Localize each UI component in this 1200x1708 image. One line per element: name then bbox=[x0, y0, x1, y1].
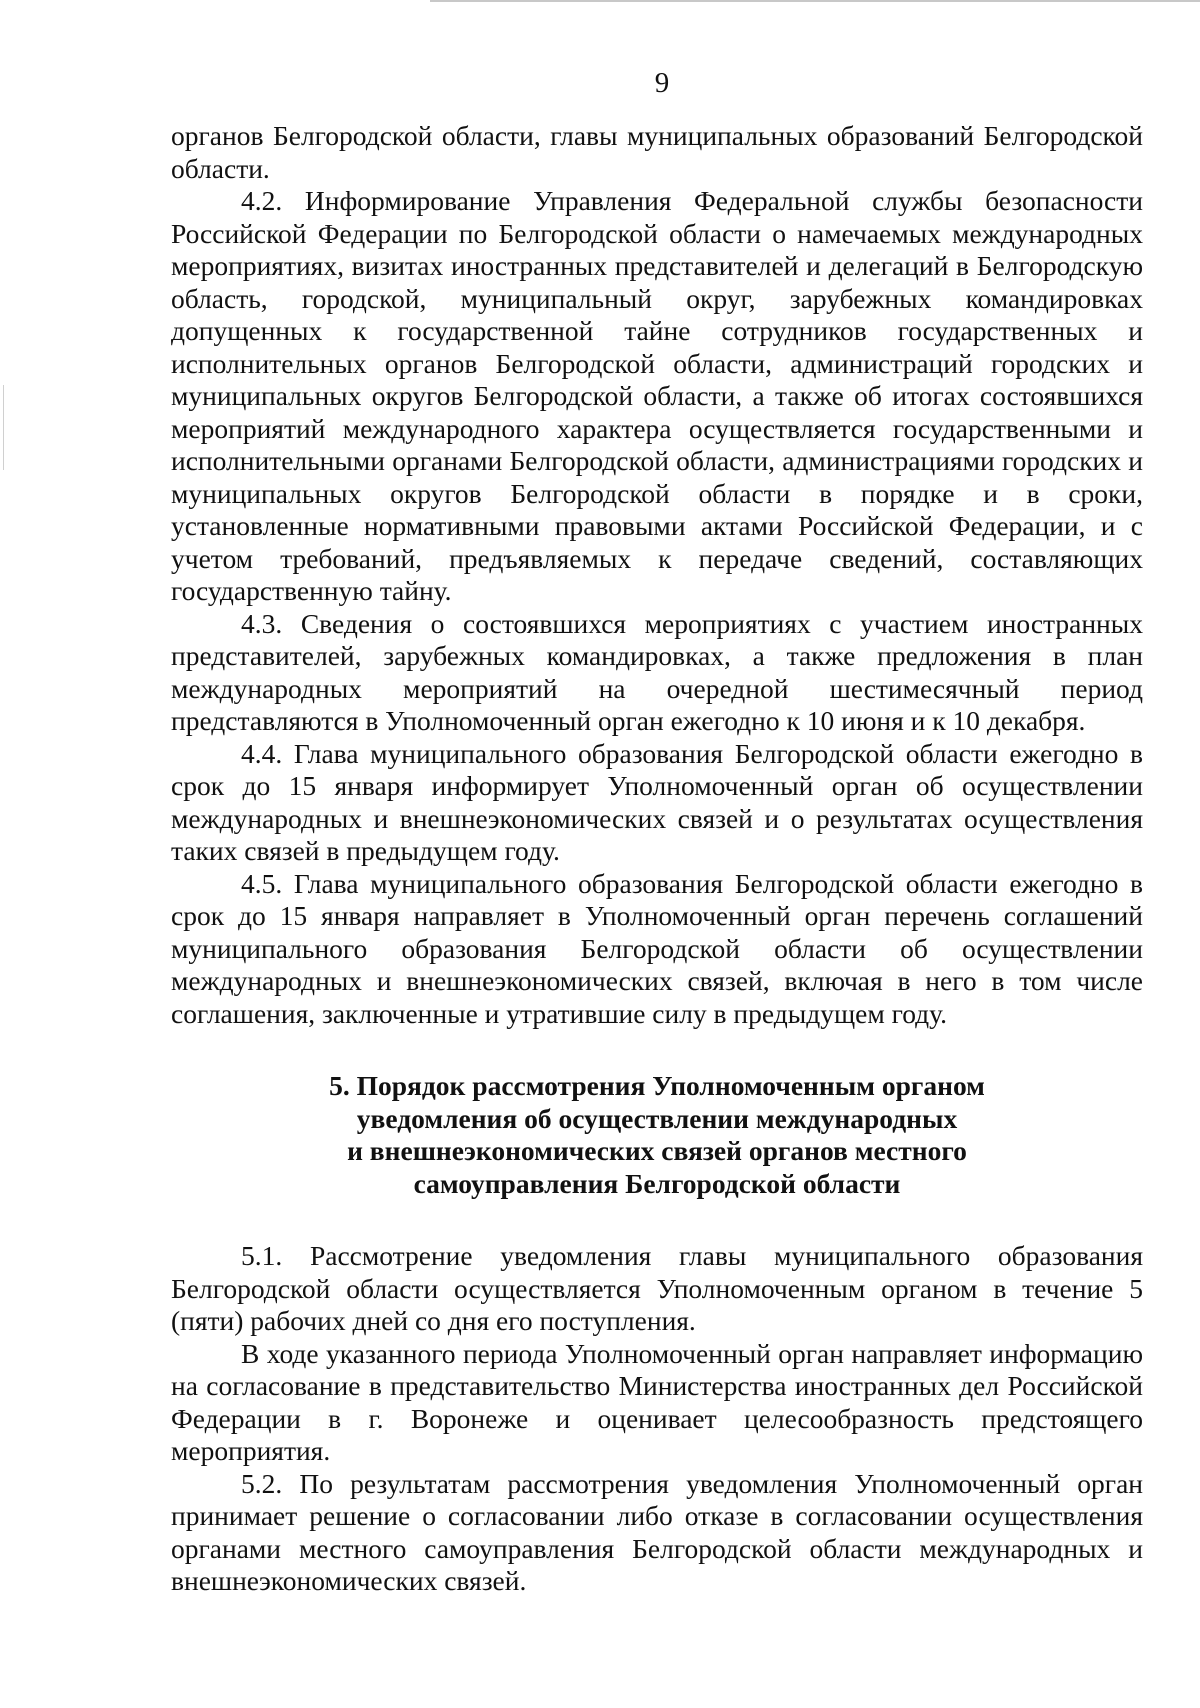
section-4-body bbox=[171, 120, 1143, 1030]
paragraph-5-2: 5.2. По результатам рассмотрения уведомления Уполномоченный орган принимает решение о согласовании либо отказе в согласовании осуществления органами местного самоуправления Белгородской области международных и внешнеэкономических связей. bbox=[171, 1467, 1143, 1596]
paragraph-5-1-continued: В ходе указанного периода Уполномоченный орган направляет информацию на согласование в представительство Министерства иностранных дел Российской Федерации в г. Воронеже и оценивает целесообразность предстоящего мероприятия. bbox=[171, 1337, 1143, 1466]
document-page bbox=[171, 58, 1143, 1598]
page-number: 9 bbox=[654, 67, 670, 99]
paragraph-4-2: 4.2. Информирование Управления Федеральной службы безопасности Российской Федерации по Белгородской области о намечаемых международных мероприятиях, визитах иностранных представителей и делегаций в Белгородскую область, городской, муниципальный округ, зарубежных командировках допущенных к государственной тайне сотрудников государственных и исполнительных органов Белгородской области, администраций городских и муниципальных округов Белгородской области, а также об итогах состоявшихся мероприятий международного характера осуществляется государственными и исполнительными органами Белгородской области, администрациями городских и муниципальных округов Белгородской области в порядке и в сроки, установленные нормативными правовыми актами Российской Федерации, и с учетом требований, предъявляемых к передаче сведений, составляющих государственную тайну. bbox=[171, 185, 1143, 606]
paragraph-5-1: 5.1. Рассмотрение уведомления главы муниципального образования Белгородской области осуществляется Уполномоченным органом в течение 5 (пяти) рабочих дней со дня его поступления. bbox=[171, 1240, 1143, 1336]
section-5-body bbox=[171, 1240, 1143, 1598]
paragraph-continuation: органов Белгородской области, главы муниципальных образований Белгородской области. bbox=[171, 120, 1143, 184]
heading-line: и внешнеэкономических связей органов местного bbox=[347, 1135, 967, 1166]
heading-line: самоуправления Белгородской области bbox=[413, 1167, 901, 1199]
scan-edge-line bbox=[430, 0, 1200, 2]
section-5-heading bbox=[171, 1070, 1143, 1200]
paragraph-4-4: 4.4. Глава муниципального образования Белгородской области ежегодно в срок до 15 января информирует Уполномоченный орган об осуществлении международных и внешнеэкономических связей и о результатах осуществления таких связей в предыдущем году. bbox=[171, 737, 1143, 866]
scan-margin-mark bbox=[3, 385, 4, 470]
paragraph-4-3: 4.3. Сведения о состоявшихся мероприятиях с участием иностранных представителей, зарубежных командировках, а также предложения в план международных мероприятий на очередной шестимесячный период представляются в Уполномоченный орган ежегодно к 10 июня и к 10 декабря. bbox=[171, 607, 1143, 736]
heading-line: уведомления об осуществлении международных bbox=[356, 1102, 958, 1134]
paragraph-4-5: 4.5. Глава муниципального образования Белгородской области ежегодно в срок до 15 января направляет в Уполномоченный орган перечень соглашений муниципального образования Белгородской области об осуществлении международных и внешнеэкономических связей, включая в него в том числе соглашения, заключенные и утратившие силу в предыдущем году. bbox=[171, 867, 1143, 1029]
heading-line: 5. Порядок рассмотрения Уполномоченным органом bbox=[329, 1070, 985, 1101]
